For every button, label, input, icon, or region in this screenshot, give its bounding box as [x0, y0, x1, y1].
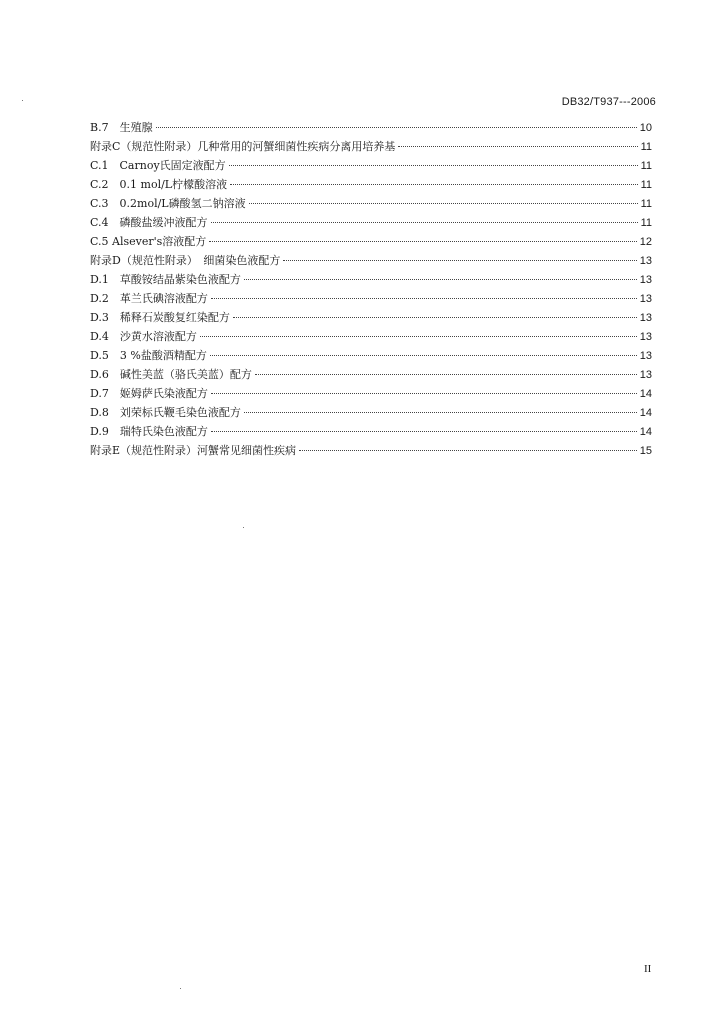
toc-dot-leader [249, 203, 638, 204]
toc-entry-page: 11 [640, 217, 652, 229]
table-of-contents [90, 118, 652, 460]
toc-dot-leader [244, 412, 637, 413]
toc-entry[interactable] [90, 118, 652, 137]
toc-entry[interactable] [90, 422, 652, 441]
toc-entry-page: 14 [639, 388, 652, 400]
toc-dot-leader [283, 260, 636, 261]
toc-entry[interactable] [90, 308, 652, 327]
toc-entry-page: 11 [640, 198, 652, 210]
toc-entry[interactable] [90, 137, 652, 156]
toc-dot-leader [244, 279, 637, 280]
toc-entry[interactable] [90, 289, 652, 308]
toc-entry-page: 14 [639, 426, 652, 438]
toc-entry-page: 11 [640, 141, 652, 153]
toc-entry[interactable] [90, 384, 652, 403]
toc-entry[interactable] [90, 194, 652, 213]
toc-entry-label: C.2 0.1 mol/L柠檬酸溶液 [90, 178, 228, 191]
toc-dot-leader [210, 355, 637, 356]
toc-dot-leader [299, 450, 637, 451]
toc-entry[interactable] [90, 232, 652, 251]
toc-entry-page: 15 [639, 445, 652, 457]
toc-dot-leader [211, 393, 637, 394]
toc-entry-label: C.3 0.2mol/L磷酸氢二钠溶液 [90, 197, 246, 210]
toc-entry-label: C.5 Alsever's溶液配方 [90, 235, 207, 248]
toc-dot-leader [209, 241, 636, 242]
toc-dot-leader [156, 127, 637, 128]
toc-entry-page: 11 [640, 179, 652, 191]
toc-entry-label: C.1 Carnoy氏固定液配方 [90, 159, 226, 172]
toc-entry-page: 13 [639, 331, 652, 343]
toc-entry-label: C.4 磷酸盐缓冲液配方 [90, 216, 208, 229]
toc-entry-label: D.3 稀释石炭酸复红染配方 [90, 311, 230, 324]
toc-dot-leader [211, 222, 638, 223]
toc-entry-label: D.6 碱性美蓝（骆氏美蓝）配方 [90, 368, 252, 381]
toc-entry-label: D.1 草酸铵结晶紫染色液配方 [90, 273, 241, 286]
toc-dot-leader [233, 317, 637, 318]
toc-dot-leader [211, 431, 637, 432]
header-standard-code: DB32/T937---2006 [561, 96, 656, 108]
toc-entry-label: B.7 生殖腺 [90, 121, 153, 134]
toc-entry-page: 13 [639, 312, 652, 324]
toc-entry-page: 13 [639, 274, 652, 286]
toc-entry-page: 14 [639, 407, 652, 419]
toc-entry[interactable] [90, 346, 652, 365]
toc-entry-page: 13 [639, 369, 652, 381]
scan-speck [243, 527, 244, 528]
toc-entry-label: 附录C（规范性附录）几种常用的河蟹细菌性疾病分离用培养基 [90, 140, 396, 153]
toc-entry-label: D.4 沙黄水溶液配方 [90, 330, 197, 343]
toc-entry-page: 10 [639, 122, 652, 134]
toc-entry[interactable] [90, 251, 652, 270]
toc-dot-leader [230, 184, 637, 185]
toc-dot-leader [211, 298, 637, 299]
toc-entry-label: 附录E（规范性附录）河蟹常见细菌性疾病 [90, 444, 297, 457]
toc-entry[interactable] [90, 156, 652, 175]
toc-entry-page: 12 [639, 236, 652, 248]
toc-entry[interactable] [90, 403, 652, 422]
toc-entry-label: D.5 3 %盐酸酒精配方 [90, 349, 207, 362]
toc-dot-leader [255, 374, 637, 375]
toc-entry-label: D.2 革兰氏碘溶液配方 [90, 292, 208, 305]
toc-dot-leader [229, 165, 638, 166]
toc-entry-label: D.7 姬姆萨氏染液配方 [90, 387, 208, 400]
toc-entry[interactable] [90, 327, 652, 346]
toc-entry[interactable] [90, 365, 652, 384]
toc-entry-label: D.9 瑞特氏染色液配方 [90, 425, 208, 438]
toc-entry-label: 附录D（规范性附录） 细菌染色液配方 [90, 254, 281, 267]
toc-entry-page: 11 [640, 160, 652, 172]
toc-entry[interactable] [90, 441, 652, 460]
toc-entry[interactable] [90, 213, 652, 232]
toc-dot-leader [398, 146, 637, 147]
scan-speck [180, 988, 181, 989]
toc-entry[interactable] [90, 175, 652, 194]
toc-entry-label: D.8 刘荣标氏鞭毛染色液配方 [90, 406, 241, 419]
toc-entry[interactable] [90, 270, 652, 289]
toc-entry-page: 13 [639, 255, 652, 267]
page-number: II [644, 963, 652, 975]
scan-speck [22, 100, 23, 101]
toc-dot-leader [200, 336, 637, 337]
toc-entry-page: 13 [639, 350, 652, 362]
toc-entry-page: 13 [639, 293, 652, 305]
